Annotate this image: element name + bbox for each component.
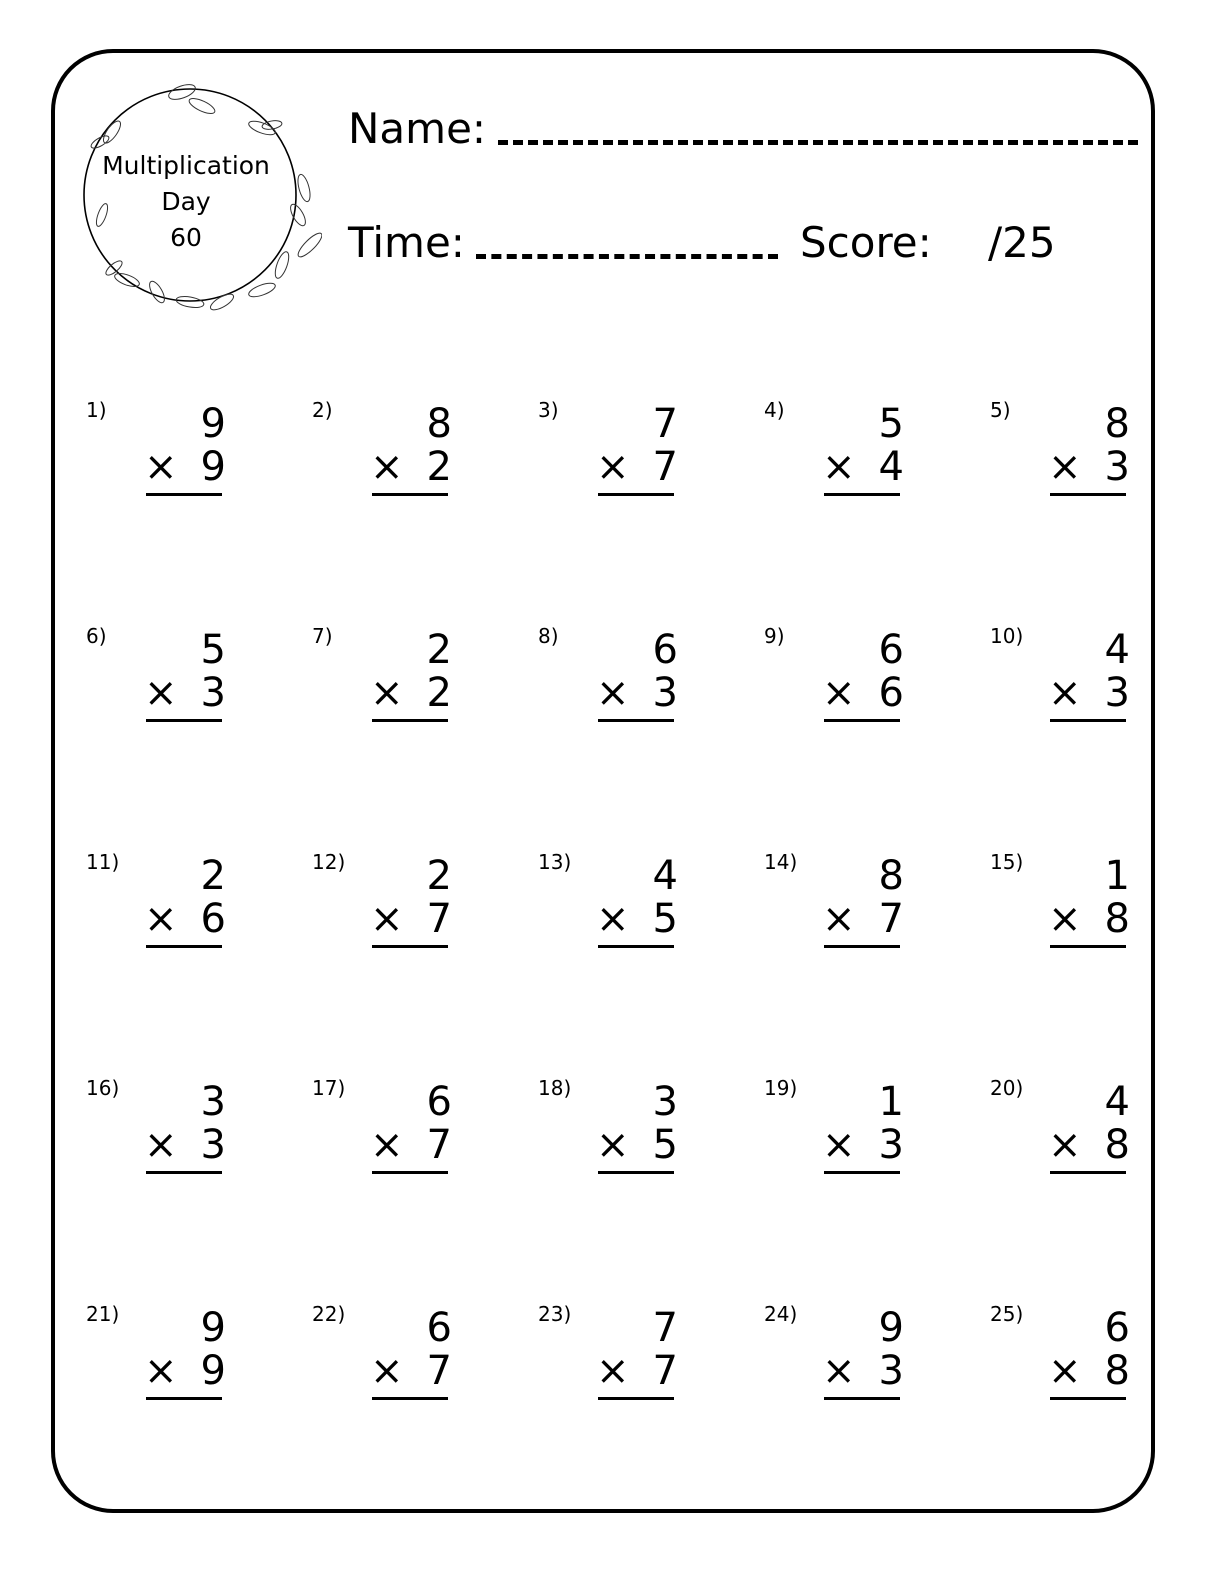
answer-line[interactable]: [824, 1171, 900, 1174]
problem-14: [764, 850, 964, 960]
multiplier: 3: [878, 1348, 904, 1394]
answer-line[interactable]: [598, 945, 674, 948]
problem-number: 24): [764, 1302, 798, 1326]
multiplier: 5: [652, 896, 678, 942]
answer-line[interactable]: [598, 719, 674, 722]
multiplier: 7: [652, 444, 678, 490]
problem-number: 22): [312, 1302, 346, 1326]
multiplier: 3: [652, 670, 678, 716]
problem-16: [86, 1076, 286, 1186]
problem-number: 23): [538, 1302, 572, 1326]
problem-4: [764, 398, 964, 508]
times-sign: ×: [370, 896, 404, 942]
answer-line[interactable]: [1050, 1397, 1126, 1400]
problem-number: 1): [86, 398, 107, 422]
times-sign: ×: [596, 896, 630, 942]
multiplier: 8: [1104, 896, 1130, 942]
badge-line-2: Day: [161, 187, 211, 216]
problem-25: [990, 1302, 1190, 1412]
multiplicand: 4: [1104, 1079, 1130, 1125]
problem-number: 19): [764, 1076, 798, 1100]
times-sign: ×: [144, 670, 178, 716]
answer-line[interactable]: [598, 1171, 674, 1174]
problem-19: [764, 1076, 964, 1186]
times-sign: ×: [370, 1122, 404, 1168]
answer-line[interactable]: [824, 719, 900, 722]
multiplier: 8: [1104, 1122, 1130, 1168]
multiplicand: 5: [878, 401, 904, 447]
problem-number: 7): [312, 624, 333, 648]
multiplicand: 6: [1104, 1305, 1130, 1351]
multiplier: 3: [1104, 670, 1130, 716]
times-sign: ×: [1048, 1122, 1082, 1168]
problem-21: [86, 1302, 286, 1412]
multiplier: 9: [200, 444, 226, 490]
badge-line-3: 60: [170, 223, 202, 252]
multiplicand: 2: [200, 853, 226, 899]
problem-number: 9): [764, 624, 785, 648]
badge-line-1: Multiplication: [102, 151, 270, 180]
answer-line[interactable]: [598, 1397, 674, 1400]
badge-title: [72, 148, 300, 256]
times-sign: ×: [144, 1348, 178, 1394]
answer-line[interactable]: [372, 1171, 448, 1174]
multiplicand: 5: [200, 627, 226, 673]
multiplier: 7: [426, 896, 452, 942]
multiplicand: 2: [426, 627, 452, 673]
answer-line[interactable]: [824, 945, 900, 948]
times-sign: ×: [822, 670, 856, 716]
times-sign: ×: [1048, 670, 1082, 716]
problem-number: 5): [990, 398, 1011, 422]
multiplicand: 6: [652, 627, 678, 673]
problem-10: [990, 624, 1190, 734]
multiplier: 3: [878, 1122, 904, 1168]
answer-line[interactable]: [1050, 945, 1126, 948]
problem-6: [86, 624, 286, 734]
multiplier: 3: [200, 1122, 226, 1168]
multiplicand: 4: [1104, 627, 1130, 673]
problem-number: 16): [86, 1076, 120, 1100]
answer-line[interactable]: [146, 1397, 222, 1400]
multiplicand: 4: [652, 853, 678, 899]
problem-23: [538, 1302, 738, 1412]
times-sign: ×: [1048, 444, 1082, 490]
multiplier: 2: [426, 444, 452, 490]
multiplier: 7: [652, 1348, 678, 1394]
multiplicand: 8: [878, 853, 904, 899]
answer-line[interactable]: [372, 1397, 448, 1400]
times-sign: ×: [822, 896, 856, 942]
problem-13: [538, 850, 738, 960]
multiplier: 3: [200, 670, 226, 716]
problem-2: [312, 398, 512, 508]
problem-number: 10): [990, 624, 1024, 648]
multiplier: 8: [1104, 1348, 1130, 1394]
multiplier: 7: [426, 1122, 452, 1168]
problem-1: [86, 398, 286, 508]
multiplier: 3: [1104, 444, 1130, 490]
answer-line[interactable]: [372, 719, 448, 722]
problem-24: [764, 1302, 964, 1412]
multiplicand: 3: [200, 1079, 226, 1125]
times-sign: ×: [370, 1348, 404, 1394]
multiplier: 6: [200, 896, 226, 942]
times-sign: ×: [596, 444, 630, 490]
times-sign: ×: [144, 444, 178, 490]
answer-line[interactable]: [372, 945, 448, 948]
problem-9: [764, 624, 964, 734]
problem-18: [538, 1076, 738, 1186]
times-sign: ×: [596, 1122, 630, 1168]
multiplicand: 3: [652, 1079, 678, 1125]
times-sign: ×: [1048, 896, 1082, 942]
multiplicand: 8: [426, 401, 452, 447]
answer-line[interactable]: [824, 493, 900, 496]
times-sign: ×: [370, 670, 404, 716]
problem-15: [990, 850, 1190, 960]
multiplier: 4: [878, 444, 904, 490]
problem-number: 11): [86, 850, 120, 874]
answer-line[interactable]: [146, 493, 222, 496]
multiplicand: 8: [1104, 401, 1130, 447]
multiplicand: 6: [426, 1079, 452, 1125]
multiplicand: 7: [652, 1305, 678, 1351]
times-sign: ×: [370, 444, 404, 490]
problem-number: 25): [990, 1302, 1024, 1326]
problem-8: [538, 624, 738, 734]
problem-number: 21): [86, 1302, 120, 1326]
times-sign: ×: [822, 1348, 856, 1394]
multiplier: 7: [878, 896, 904, 942]
problem-number: 8): [538, 624, 559, 648]
answer-line[interactable]: [1050, 1171, 1126, 1174]
answer-line[interactable]: [824, 1397, 900, 1400]
problem-number: 14): [764, 850, 798, 874]
problem-number: 17): [312, 1076, 346, 1100]
answer-line[interactable]: [1050, 493, 1126, 496]
problem-number: 18): [538, 1076, 572, 1100]
problem-number: 12): [312, 850, 346, 874]
score-label: Score:: [800, 218, 932, 267]
multiplicand: 1: [878, 1079, 904, 1125]
answer-line[interactable]: [598, 493, 674, 496]
problem-17: [312, 1076, 512, 1186]
multiplicand: 9: [200, 1305, 226, 1351]
time-field[interactable]: [476, 254, 778, 259]
times-sign: ×: [822, 444, 856, 490]
name-label: Name:: [348, 104, 487, 153]
multiplicand: 7: [652, 401, 678, 447]
times-sign: ×: [144, 896, 178, 942]
multiplier: 7: [426, 1348, 452, 1394]
multiplicand: 6: [878, 627, 904, 673]
problem-5: [990, 398, 1190, 508]
multiplicand: 2: [426, 853, 452, 899]
problem-number: 3): [538, 398, 559, 422]
multiplier: 9: [200, 1348, 226, 1394]
problem-number: 15): [990, 850, 1024, 874]
name-field[interactable]: [498, 140, 1138, 145]
answer-line[interactable]: [146, 945, 222, 948]
answer-line[interactable]: [372, 493, 448, 496]
score-total: /25: [988, 218, 1056, 267]
times-sign: ×: [144, 1122, 178, 1168]
problem-22: [312, 1302, 512, 1412]
problem-number: 4): [764, 398, 785, 422]
multiplier: 6: [878, 670, 904, 716]
times-sign: ×: [596, 670, 630, 716]
answer-line[interactable]: [1050, 719, 1126, 722]
answer-line[interactable]: [146, 719, 222, 722]
problem-20: [990, 1076, 1190, 1186]
problem-7: [312, 624, 512, 734]
times-sign: ×: [1048, 1348, 1082, 1394]
problem-number: 2): [312, 398, 333, 422]
multiplier: 2: [426, 670, 452, 716]
multiplicand: 6: [426, 1305, 452, 1351]
multiplicand: 9: [878, 1305, 904, 1351]
multiplicand: 9: [200, 401, 226, 447]
problem-number: 13): [538, 850, 572, 874]
problem-number: 6): [86, 624, 107, 648]
times-sign: ×: [596, 1348, 630, 1394]
problem-12: [312, 850, 512, 960]
title-badge: [72, 70, 322, 315]
problem-11: [86, 850, 286, 960]
times-sign: ×: [822, 1122, 856, 1168]
time-label: Time:: [348, 218, 465, 267]
problem-3: [538, 398, 738, 508]
multiplier: 5: [652, 1122, 678, 1168]
problem-number: 20): [990, 1076, 1024, 1100]
multiplicand: 1: [1104, 853, 1130, 899]
answer-line[interactable]: [146, 1171, 222, 1174]
